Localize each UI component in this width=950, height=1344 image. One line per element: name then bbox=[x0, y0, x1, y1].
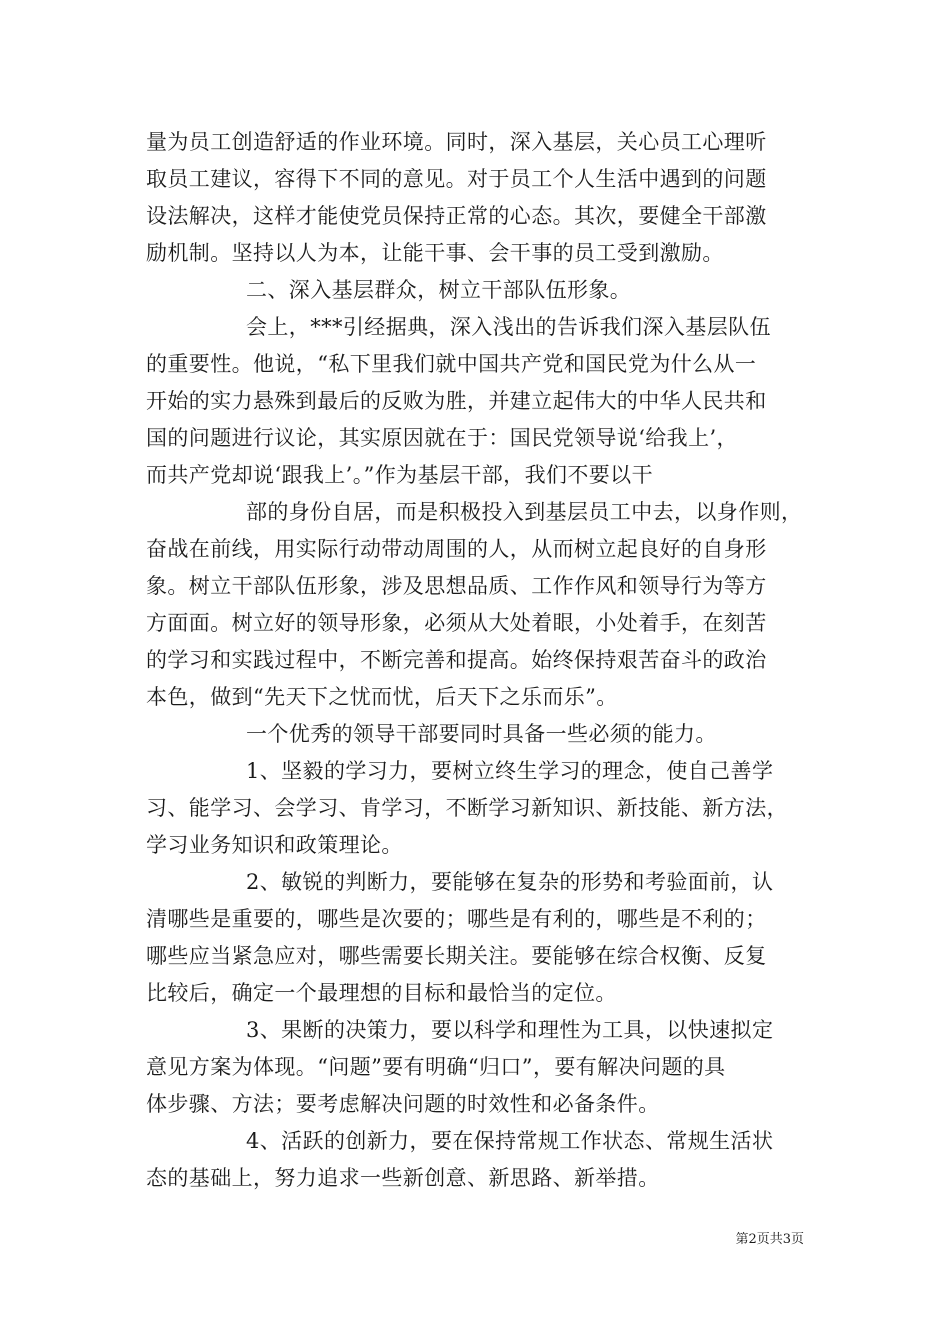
text-line: 的学习和实践过程中，不断完善和提高。始终保持艰苦奋斗的政治 bbox=[146, 648, 767, 672]
text-line: 取员工建议，容得下不同的意见。对于员工个人生活中遇到的问题 bbox=[146, 167, 767, 191]
text-line: 国的问题进行议论，其实原因就在于：国民党领导说‘给我上’， bbox=[146, 426, 738, 450]
list-item-4: 4、活跃的创新力，要在保持常规工作状态、常规生活状 bbox=[246, 1129, 774, 1153]
text-line: 体步骤、方法；要考虑解决问题的时效性和必备条件。 bbox=[146, 1092, 660, 1116]
text-line: 清哪些是重要的，哪些是次要的；哪些是有利的，哪些是不利的； bbox=[146, 907, 767, 931]
text-line: 学习业务知识和政策理论。 bbox=[146, 833, 403, 857]
text-line: 的重要性。他说，“私下里我们就中国共产党和国民党为什么从一 bbox=[146, 352, 757, 376]
text-line: 量为员工创造舒适的作业环境。同时，深入基层，关心员工心理听 bbox=[146, 130, 767, 154]
text-line: 本色，做到“先天下之忧而忧，后天下之乐而乐”。 bbox=[146, 685, 618, 709]
text-line: 部的身份自居，而是积极投入到基层员工中去，以身作则， bbox=[246, 500, 803, 524]
text-line: 会上，***引经据典，深入浅出的告诉我们深入基层队伍 bbox=[246, 315, 771, 339]
list-item-3: 3、果断的决策力，要以科学和理性为工具，以快速拟定 bbox=[246, 1018, 774, 1042]
section-heading: 二、深入基层群众，树立干部队伍形象。 bbox=[246, 278, 632, 302]
page-number-footer: 第2页共3页 bbox=[735, 1232, 804, 1247]
list-item-1: 1、坚毅的学习力，要树立终生学习的理念，使自己善学 bbox=[246, 759, 774, 783]
text-line: 习、能学习、会学习、肯学习，不断学习新知识、新技能、新方法， bbox=[146, 796, 788, 820]
text-line: 意见方案为体现。“问题”要有明确“归口”，要有解决问题的具 bbox=[146, 1055, 726, 1079]
text-line: 象。树立干部队伍形象，涉及思想品质、工作作风和领导行为等方 bbox=[146, 574, 767, 598]
text-line: 哪些应当紧急应对，哪些需要长期关注。要能够在综合权衡、反复 bbox=[146, 944, 767, 968]
text-line: 开始的实力悬殊到最后的反败为胜，并建立起伟大的中华人民共和 bbox=[146, 389, 767, 413]
text-line: 而共产党却说‘跟我上’。”作为基层干部，我们不要以干 bbox=[146, 463, 653, 487]
text-line: 设法解决，这样才能使党员保持正常的心态。其次，要健全干部激 bbox=[146, 204, 767, 228]
list-item-2: 2、敏锐的判断力，要能够在复杂的形势和考验面前，认 bbox=[246, 870, 774, 894]
text-line: 比较后，确定一个最理想的目标和最恰当的定位。 bbox=[146, 981, 617, 1005]
text-line: 励机制。坚持以人为本，让能干事、会干事的员工受到激励。 bbox=[146, 241, 724, 265]
text-line: 态的基础上，努力追求一些新创意、新思路、新举措。 bbox=[146, 1166, 660, 1190]
text-line: 方面面。树立好的领导形象，必须从大处着眼，小处着手，在刻苦 bbox=[146, 611, 767, 635]
text-line: 奋战在前线，用实际行动带动周围的人，从而树立起良好的自身形 bbox=[146, 537, 767, 561]
text-line: 一个优秀的领导干部要同时具备一些必须的能力。 bbox=[246, 722, 717, 746]
